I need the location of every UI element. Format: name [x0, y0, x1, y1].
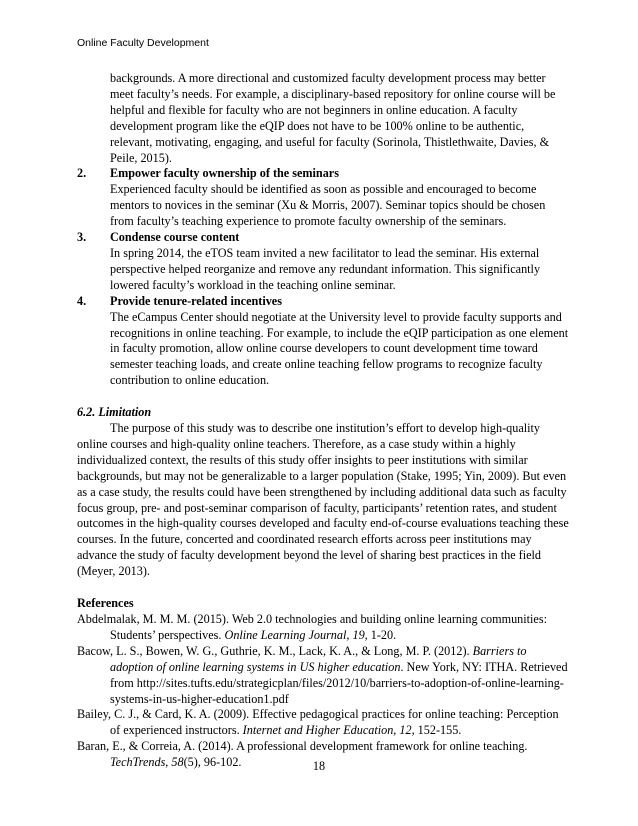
running-header: Online Faculty Development [77, 37, 209, 49]
limitation-paragraph: The purpose of this study was to describe one institution’s effort to develop high-quality online courses and high-quality online teachers. Therefore, as a case study within a highly individualized context, the results of this study offer insights to peer institutions with similar backgrounds, but may not be generalizable to a larger population (Stake, 1995; Yin, 2009). But even as a case study, the results could have been strengthened by including additional data such as faculty focus group, pre- and post-seminar comparison of faculty, participants’ retention rates, and student outcomes in the high-quality courses developed and faculty end-of-course evaluations teaching these courses. In the future, concerted and coordinated research efforts across peer institutions may advance the study of faculty development beyond the level of sharing best practices in the field (Meyer, 2013). [77, 421, 569, 579]
recommendation-text: Experienced faculty should be identified as soon as possible and encouraged to become mentors to novices in the seminar (Xu & Morris, 2007). Seminar topics should be chosen from faculty’s teaching experience to promote faculty ownership of the seminars. [110, 182, 546, 229]
reference-text: Abdelmalak, M. M. M. (2015). Web 2.0 technologies and building online learning communities: Students’ perspectives. [77, 612, 547, 642]
recommendation-item-3 [77, 230, 569, 294]
recommendation-text: In spring 2014, the eTOS team invited a new facilitator to lead the seminar. His external perspective helped reorganize and remove any redundant information. This significantly lowered faculty’s workload in the teaching online seminar. [110, 245, 541, 292]
reference-entry [77, 707, 569, 739]
reference-source: Internet and Higher Education, 12 [242, 723, 412, 738]
reference-source: Online Learning Journal, 19, [224, 627, 368, 642]
reference-entry [77, 644, 569, 708]
body-text [77, 71, 569, 771]
recommendation-title: Empower faculty ownership of the seminars [110, 166, 339, 181]
page-number: 18 [312, 759, 326, 773]
reference-text: . New York, NY: ITHA. Retrieved from http://sites.tufts.edu/strategicplan/files/2012/10/barriers-to-adoption-of-online-learning-systems-in-us-higher-education1.pdf [110, 659, 568, 706]
reference-text: Bacow, L. S., Bowen, W. G., Guthrie, K. M., Lack, K. A., & Long, M. P. (2012). [77, 643, 473, 658]
references-heading: References [77, 596, 134, 611]
recommendation-item-4 [77, 294, 569, 389]
reference-text: Bailey, C. J., & Card, K. A. (2009). Effective pedagogical practices for online teaching: Perception of experienced instructors. [77, 707, 559, 738]
reference-text: (5), 96-102. [183, 755, 242, 770]
limitation-heading: 6.2. Limitation [77, 405, 152, 420]
reference-text: Baran, E., & Correia, A. (2014). A professional development framework for online teaching. [77, 739, 528, 754]
recommendation-title: Condense course content [110, 230, 240, 245]
reference-entry [77, 612, 569, 644]
recommendation-text: The eCampus Center should negotiate at the University level to provide faculty supports and recognitions in online teaching. For example, to include the eQIP participation as one element in faculty promotion, allow online course developers to count development time toward semester teaching loads, and create online teaching fellow programs to recognize faculty contribution to online education. [110, 309, 569, 388]
recommendation-number: 3. [77, 230, 87, 245]
reference-source: TechTrends, 58 [110, 755, 184, 770]
intro-paragraph: backgrounds. A more directional and customized faculty development process may better meet faculty’s needs. For example, a disciplinary-based repository for online course will be helpful and flexible for faculty who are not beginners in online education. A faculty development program like the eQIP does not have to be 100% online to be authentic, relevant, motivating, engaging, and useful for faculty (Sorinola, Thistlethwaite, Davies, & Peile, 2015). [110, 71, 556, 165]
recommendation-item-2 [77, 166, 569, 230]
recommendation-title: Provide tenure-related incentives [110, 293, 282, 308]
reference-text: 1-20. [367, 627, 397, 642]
reference-text: , 152-155. [411, 723, 462, 738]
reference-source: Barriers to adoption of online learning systems in US higher education [110, 643, 527, 674]
recommendation-number: 2. [77, 166, 87, 181]
recommendation-number: 4. [77, 293, 87, 308]
